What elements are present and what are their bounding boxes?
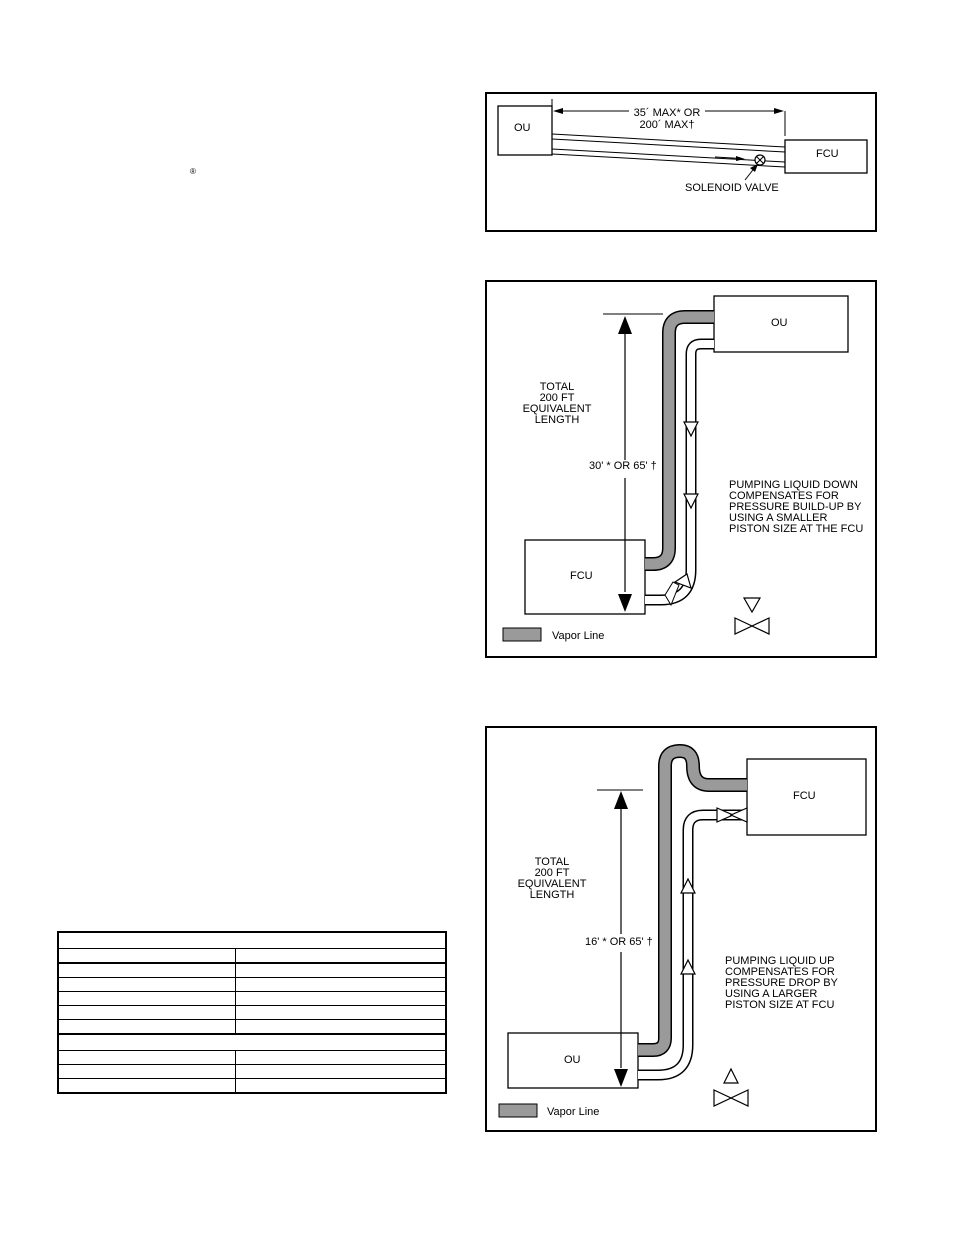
vapor-legend-swatch [503,628,541,641]
fcu-label: FCU [793,790,816,802]
table-row [58,1065,446,1079]
table-row [58,949,446,964]
distance-label: 35´ MAX* OR 200´ MAX† [633,107,701,131]
total-length-label: TOTAL 200 FT EQUIVALENT LENGTH [517,856,587,901]
figure-fcu-below-ou [485,280,877,658]
figure-fcu-above-ou [485,726,877,1132]
height-label: 16' * OR 65' † [585,936,653,948]
liquid-line [638,815,747,1075]
fcu-above-diagram [487,728,879,1134]
spec-table [57,931,447,1094]
table-row [58,1051,446,1065]
fcu-below-diagram [487,282,879,660]
table-section-row [58,1034,446,1051]
ou-label: OU [771,317,788,329]
vapor-legend-label: Vapor Line [547,1106,600,1118]
ou-label: OU [514,122,531,134]
bidirectional-valve-legend-icon [735,618,752,634]
total-length-label: TOTAL 200 FT EQUIVALENT LENGTH [522,381,592,426]
fcu-label: FCU [570,570,593,582]
vapor-line [645,317,714,564]
height-label: 30' * OR 65' † [589,460,657,472]
check-valve-legend-icon [724,1069,738,1083]
table-row [58,963,446,978]
table-row [58,1006,446,1020]
table-row [58,992,446,1006]
note-label: PUMPING LIQUID DOWN COMPENSATES FOR PRESSURE BUILD-UP BY USING A SMALLER PISTON SIZE AT THE FCU [729,479,864,535]
check-valve-legend-icon [744,598,760,612]
figure-horizontal-run [485,92,877,232]
bidirectional-valve-legend-icon [714,1090,731,1106]
table-row [58,1020,446,1035]
vapor-legend-label: Vapor Line [552,630,605,642]
table-row [58,978,446,992]
solenoid-valve-label: SOLENOID VALVE [685,182,779,194]
table-header-row [58,932,446,949]
note-label: PUMPING LIQUID UP COMPENSATES FOR PRESSURE DROP BY USING A LARGER PISTON SIZE AT FCU [725,955,838,1011]
fcu-label: FCU [816,148,839,160]
table-row [58,1079,446,1094]
ou-label: OU [564,1054,581,1066]
vapor-legend-swatch [499,1104,537,1117]
registered-mark: ® [190,167,196,176]
